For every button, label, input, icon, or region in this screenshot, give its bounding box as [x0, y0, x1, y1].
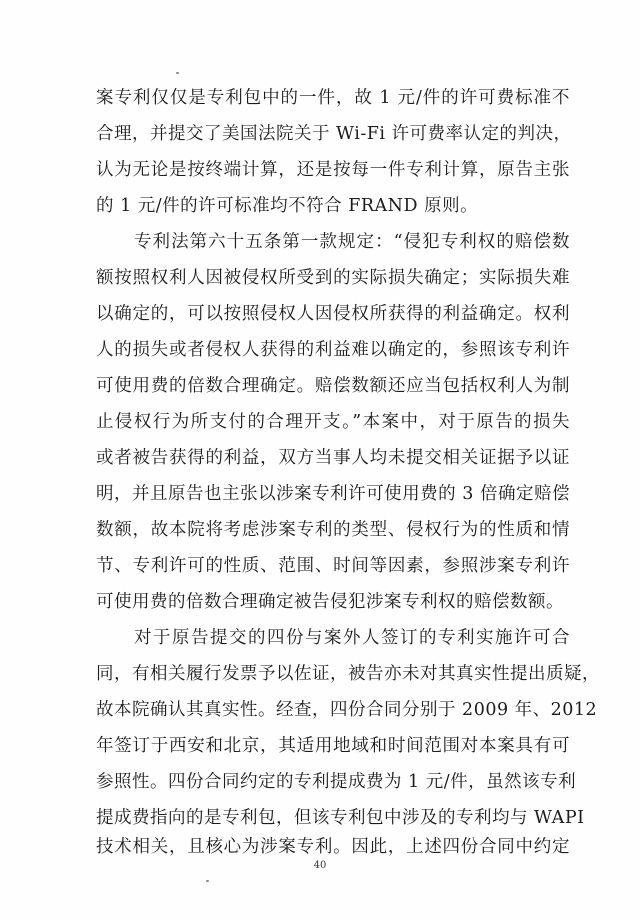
text-line: 可使用费的倍数合理确定被告侵犯涉案专利权的赔偿数额。 — [96, 592, 564, 612]
paragraph-first-line: 对于原告提交的四份与案外人签订的专利实施许可合 — [134, 628, 570, 648]
text-line: 故本院确认其真实性。经查，四份合同分别于 2009 年、2012 — [96, 700, 598, 720]
text-line: 合理，并提交了美国法院关于 Wi-Fi 许可费率认定的判决， — [96, 124, 572, 144]
scan-speck — [176, 72, 179, 74]
text-line: 认为无论是按终端计算，还是按每一件专利计算，原告主张 — [96, 160, 570, 180]
text-line: 可使用费的倍数合理确定。赔偿数额还应当包括权利人为制 — [96, 376, 570, 396]
text-line: 额按照权利人因被侵权所受到的实际损失确定；实际损失难 — [96, 268, 570, 288]
scan-speck — [206, 880, 209, 882]
text-line: 或者被告获得的利益，双方当事人均未提交相关证据予以证 — [96, 448, 570, 468]
paragraph-first-line: 专利法第六十五条第一款规定：“侵犯专利权的赔偿数 — [134, 232, 570, 252]
text-line: 案专利仅仅是专利包中的一件，故 1 元/件的许可费标准不 — [96, 88, 570, 108]
text-line: 同，有相关履行发票予以佐证，被告亦未对其真实性提出质疑， — [96, 664, 600, 684]
text-line: 的 1 元/件的许可标准均不符合 FRAND 原则。 — [96, 196, 479, 216]
text-line: 止侵权行为所支付的合理开支。”本案中，对于原告的损失 — [96, 412, 570, 432]
text-line: 以确定的，可以按照侵权人因侵权所获得的利益确定。权利 — [96, 304, 570, 324]
text-line: 人的损失或者侵权人获得的利益难以确定的，参照该专利许 — [96, 340, 570, 360]
text-line: 技术相关，且核心为涉案专利。因此，上述四份合同中约定 — [96, 837, 570, 857]
text-line: 节、专利许可的性质、范围、时间等因素，参照涉案专利许 — [96, 556, 570, 576]
text-line: 提成费指向的是专利包，但该专利包中涉及的专利均与 WAPI — [96, 808, 585, 828]
text-line: 数额，故本院将考虑涉案专利的类型、侵权行为的性质和情 — [96, 520, 570, 540]
page-number: 40 — [313, 860, 327, 871]
text-line: 年签订于西安和北京，其适用地域和时间范围对本案具有可 — [96, 736, 570, 756]
text-line: 明，并且原告也主张以涉案专利许可使用费的 3 倍确定赔偿 — [96, 484, 570, 504]
text-line: 参照性。四份合同约定的专利提成费为 1 元/件，虽然该专利 — [96, 772, 577, 792]
